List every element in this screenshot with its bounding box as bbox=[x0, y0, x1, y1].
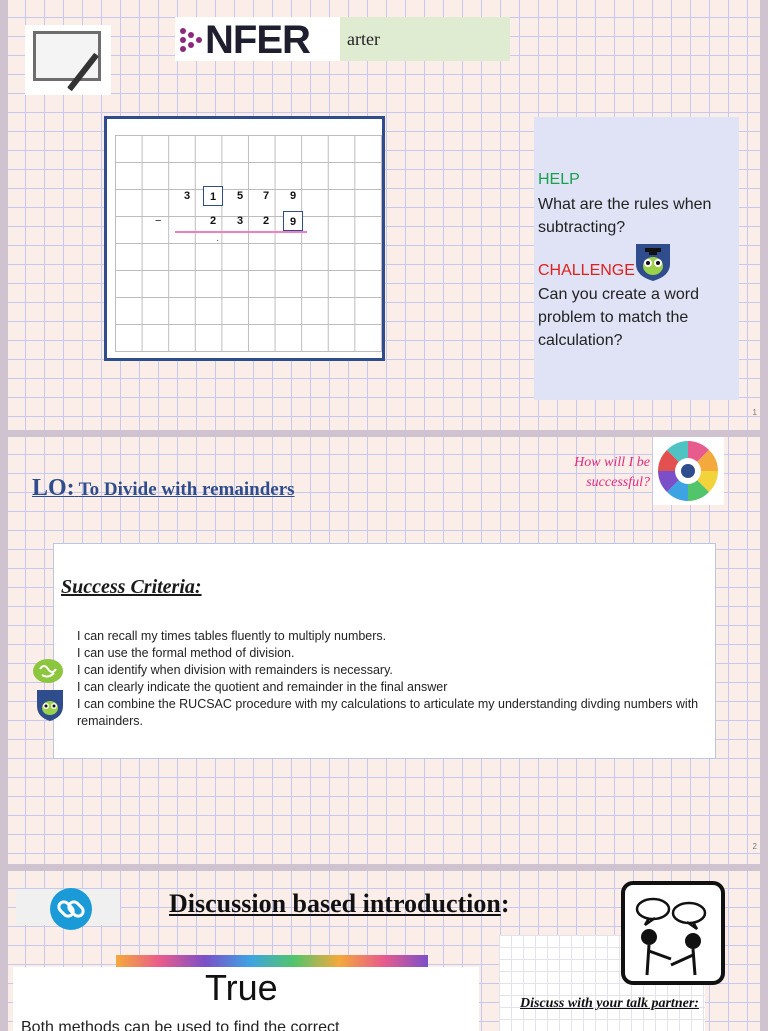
top-digit: 9 bbox=[289, 190, 297, 202]
lo-text: To Divide with remainders bbox=[78, 479, 295, 500]
criteria-item: I can use the formal method of division. bbox=[77, 646, 295, 660]
success-wheel-icon bbox=[653, 437, 724, 505]
slide-3 bbox=[8, 871, 760, 1031]
challenge-question: Can you create a word problem to match the calculation? bbox=[538, 286, 699, 349]
top-digit-boxed: 1 bbox=[203, 186, 223, 206]
criteria-item: I can combine the RUCSAC procedure with my calculations to articulate my understanding divding numbers with remainders. bbox=[77, 697, 699, 728]
criteria-item: I can clearly indicate the quotient and remainder in the final answer bbox=[77, 680, 448, 694]
top-digit: 7 bbox=[262, 190, 270, 202]
true-card bbox=[13, 967, 479, 1031]
owl-shield-icon bbox=[634, 242, 672, 282]
body-text: Both methods can be used to find the correct bbox=[21, 1019, 340, 1031]
slide-title-fragment: arter bbox=[347, 29, 380, 49]
lo-prefix: LO: bbox=[32, 475, 75, 501]
learning-objective bbox=[32, 475, 295, 502]
success-criteria-box bbox=[53, 543, 716, 759]
help-challenge-panel bbox=[534, 117, 739, 400]
top-digit: 3 bbox=[183, 190, 191, 202]
bottom-digit: 2 bbox=[262, 215, 270, 227]
page-number: 1 bbox=[752, 408, 757, 417]
discussion-title: Discussion based introduction: bbox=[169, 889, 510, 918]
subtraction-grid: 3 1 5 7 9 − 2 3 2 9 · bbox=[104, 116, 385, 361]
green-brain-icon bbox=[32, 655, 64, 687]
top-digit: 5 bbox=[236, 190, 244, 202]
success-criteria-title: Success Criteria: bbox=[61, 576, 202, 598]
bottom-digit: 3 bbox=[236, 215, 244, 227]
minus-sign: − bbox=[155, 215, 162, 227]
slide-1 bbox=[8, 0, 760, 430]
answer-line bbox=[175, 231, 307, 233]
nfer-logo: NFER bbox=[205, 18, 310, 62]
page-number: 2 bbox=[752, 842, 757, 851]
title-banner bbox=[175, 17, 510, 61]
nfer-logo-dots-icon bbox=[179, 27, 203, 53]
criteria-list bbox=[77, 628, 707, 730]
bottom-digit: 2 bbox=[209, 215, 217, 227]
challenge-label: CHALLENGE bbox=[538, 262, 635, 279]
slide-2 bbox=[8, 437, 760, 864]
owl-shield-icon bbox=[35, 688, 65, 722]
help-question: What are the rules when subtracting? bbox=[538, 196, 712, 236]
whiteboard-icon bbox=[25, 25, 111, 95]
criteria-item: I can identify when division with remainders is necessary. bbox=[77, 663, 393, 677]
help-label: HELP bbox=[538, 171, 580, 188]
talk-partner-text: Discuss with your talk partner: bbox=[520, 996, 699, 1011]
criteria-item: I can recall my times tables fluently to multiply numbers. bbox=[77, 629, 387, 643]
bottom-digit-boxed: 9 bbox=[283, 211, 303, 231]
true-label: True bbox=[205, 967, 278, 1008]
talk-partners-icon bbox=[621, 881, 725, 985]
how-successful-text: How will I be successful? bbox=[574, 455, 650, 490]
link-icon bbox=[46, 887, 96, 931]
